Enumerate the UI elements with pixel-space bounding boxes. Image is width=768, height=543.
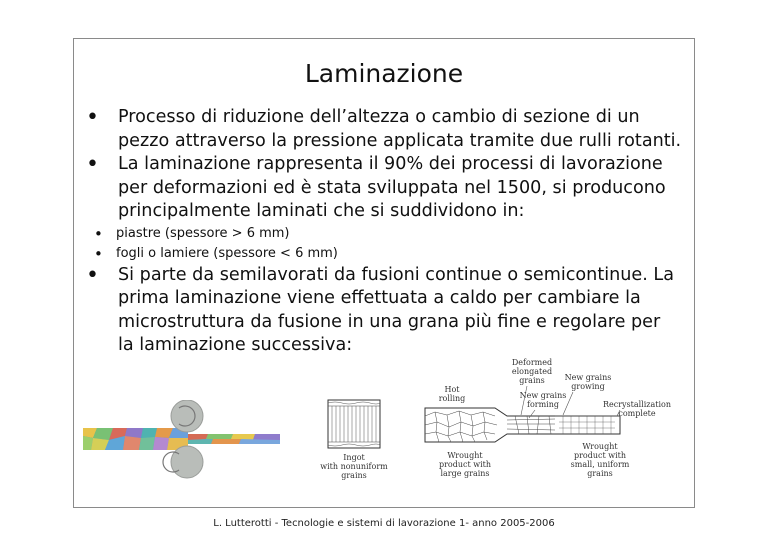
upper-roll [171,400,203,432]
sub-bullet-list-item [86,224,686,264]
wrought-small-label-4: grains [587,469,613,478]
hot-rolling-label-1: Hot [444,385,460,394]
bullet-list [86,106,686,358]
lower-roll [171,446,203,478]
bullet-3: • Si parte da semilavorati da fusioni continue o semicontinue. La prima laminazione viene effettuata a caldo per cambiare la microstruttura da fusione in una grana più fine e regolare per la laminazione successiva: [86,264,678,358]
deformed-label-3: grains [519,376,545,385]
ingot-label-3: grains [341,471,367,480]
wrought-large-label-1: Wrought [447,451,483,460]
deformed-label-2: elongated [511,367,553,376]
slide-footer: L. Lutterotti - Tecnologie e sistemi di lavorazione 1- anno 2005-2006 [213,518,555,529]
wrought-bar [425,408,620,442]
sub-bullet-list [86,224,686,264]
wrought-large-label-3: large grains [440,469,490,478]
ingot-label-1: Ingot [343,453,365,462]
bullet-2: • La laminazione rappresenta il 90% dei processi di lavorazione per deformazioni ed è stata sviluppata nel 1500, si producono principalmente laminati che si suddividono in: [86,153,686,224]
recrystallization-label-1: Recrystallization [602,400,672,409]
wrought-small-label-1: Wrought [582,442,618,451]
ingot-block [328,400,380,448]
rolling-illustration [83,400,283,480]
new-grains-growing-label-2: growing [571,382,605,391]
sub-bullet-2: • fogli o lamiere (spessore < 6 mm) [86,244,686,264]
sub-bullet-1: • piastre (spessore > 6 mm) [86,224,686,244]
deformed-label-1: Deformed [511,358,553,367]
slide-title: Laminazione [304,59,464,88]
new-grains-growing-label-1: New grains [564,373,612,382]
new-grains-forming-label-1: New grains [519,391,567,400]
ingot-label-2: with nonuniform [320,462,388,471]
wrought-small-label-3: small, uniform [570,460,630,469]
hot-rolling-label-2: rolling [438,394,466,403]
new-grains-forming-label-2: forming [526,400,560,409]
wrought-small-label-2: product with [573,451,627,460]
wrought-large-label-2: product with [438,460,492,469]
grain-evolution-figure [315,352,675,487]
bullet-1: • Processo di riduzione dell’altezza o cambio di sezione di un pezzo attraverso la pressione applicata tramite due rulli rotanti. [86,106,686,153]
recrystallization-label-2: complete [618,409,656,418]
